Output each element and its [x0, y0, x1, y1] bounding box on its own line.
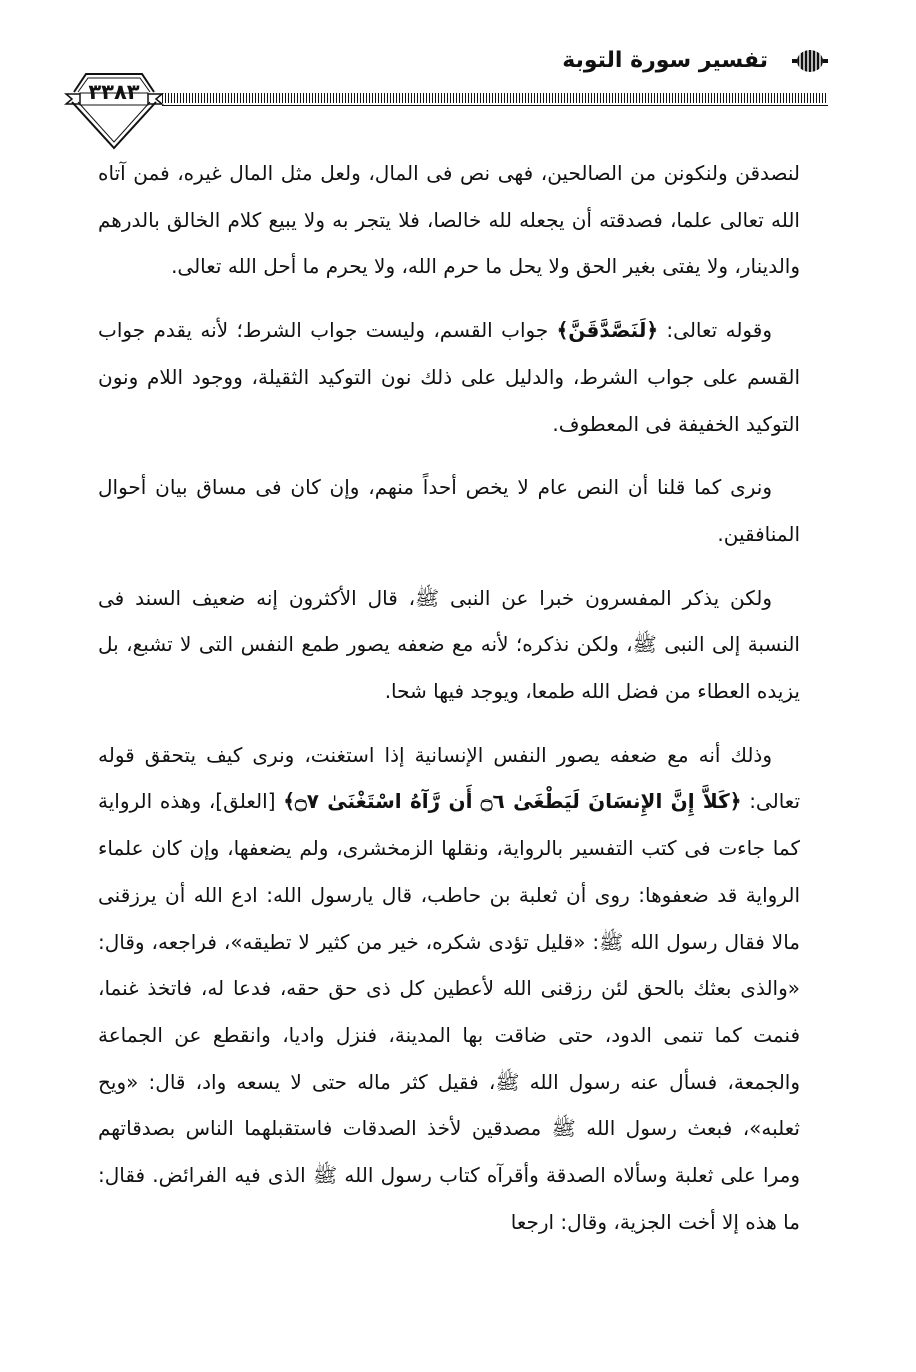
page-number-badge	[64, 60, 164, 156]
header-rule	[162, 93, 828, 103]
paragraph-5-text: [العلق]، وهذه الرواية كما جاءت فى كتب التفسير بالرواية، ونقلها الزمخشرى، ولم يضعفها، وإن كان علماء الرواية قد ضعفوها: روى أن ثعلبة بن حاطب، قال يارسول الله: ادع الله أن يرزقنى مالا فقال رسول الله ﷺ: «قليل تؤدى شكره، خير من كثير لا تطيقه»، فراجعه، وقال: «والذى بعثك بالحق لئن رزقنى الله لأعطين كل ذى حق حقه، فدعا له، فاتخذ غنما، فنمت كما تنمى الدود، حتى ضاقت بها المدينة، فنزل واديا، وانقطع عن الجماعة والجمعة، فسأل عنه رسول الله ﷺ، فقيل كثر ماله حتى لا يسعه واد، قال: «ويح ثعلبه»، فبعث رسول الله ﷺ مصدقين لأخذ الصدقات فاستقبلهما الناس بصدقاتهم ومرا على ثعلبة وسألاه الصدقة وأقرآه كتاب رسول الله ﷺ الذى فيه الفرائض. فقال: ما هذه إلا أخت الجزية، وقال: ارجعا	[98, 789, 800, 1234]
paragraph-5-intro: وذلك أنه مع ضعفه يصور النفس الإنسانية إذا استغنت، ونرى كيف يتحقق قوله تعالى:	[98, 742, 801, 814]
paragraph-2-text: جواب القسم، وليست جواب الشرط؛ لأنه يقدم جواب القسم على جواب الشرط، والدليل على ذلك نون التوكيد الثقيلة، ووجود اللام ونون التوكيد الخفيفة فى المعطوف.	[98, 318, 800, 436]
paragraph-3: ونرى كما قلنا أن النص عام لا يخص أحداً منهم، وإن كان فى مساق بيان أحوال المنافقين.	[98, 475, 800, 546]
page-number: ٣٣٨٣	[88, 80, 140, 104]
header-rule-thin	[162, 105, 828, 106]
quran-verse: ﴿لَنَصَّدَّقَنَّ﴾	[556, 318, 659, 343]
running-title: تفسير سورة التوبة	[562, 48, 768, 73]
paragraph-5	[98, 732, 800, 1246]
flower-ornament-icon	[790, 46, 830, 76]
paragraph-2	[98, 307, 800, 447]
quran-verse: ﴿كَلاَّ إِنَّ الإِنسَانَ لَيَطْغَىٰ ۝٦ أَن رَّآهُ اسْتَغْنَىٰ ۝٧﴾	[283, 789, 742, 814]
paragraph-2-intro: وقوله تعالى:	[658, 318, 772, 343]
page-header	[0, 0, 916, 150]
paragraph-1: لنصدقن ولنكونن من الصالحين، فهى نص فى المال، ولعل مثل المال غيره، فمن آتاه الله تعالى علما، فصدقته أن يجعله لله خالصا، فلا يتجر به ولا يبيع كلام الخالق بالدرهم والدينار، ولا يفتى بغير الحق ولا يحل ما حرم الله، ولا يحرم ما أحل الله تعالى.	[98, 161, 800, 279]
paragraph-4: ولكن يذكر المفسرون خبرا عن النبى ﷺ، قال الأكثرون إنه ضعيف السند فى النسبة إلى النبى ﷺ، ولكن نذكره؛ لأنه مع ضعفه يصور طمع النفس التى لا تشبع، بل يزيده العطاء من فضل الله طمعا، ويوجد فيها شحا.	[98, 585, 800, 704]
page-body	[98, 150, 800, 1262]
